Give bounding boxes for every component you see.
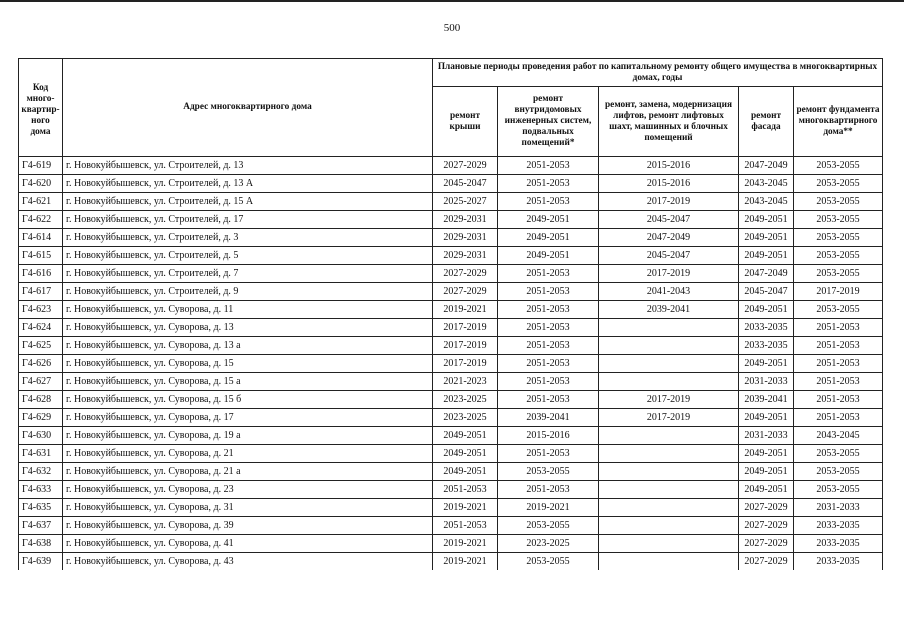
header-engineering: ремонт внутридомовых инженерных систем, подвальных помещений*: [498, 87, 599, 157]
table-row: [19, 445, 883, 463]
cell-address: г. Новокуйбышевск, ул. Суворова, д. 13 а: [63, 337, 433, 355]
cell-address: г. Новокуйбышевск, ул. Суворова, д. 11: [63, 301, 433, 319]
cell-facade: 2047-2049: [739, 265, 794, 283]
cell-elevators: 2047-2049: [599, 229, 739, 247]
cell-address: г. Новокуйбышевск, ул. Суворова, д. 15 а: [63, 373, 433, 391]
cell-code: Г4-628: [19, 391, 63, 409]
cell-engineering: 2049-2051: [498, 229, 599, 247]
cell-elevators: [599, 373, 739, 391]
table-row: [19, 499, 883, 517]
table-row: [19, 463, 883, 481]
cell-facade: 2027-2029: [739, 535, 794, 553]
cell-engineering: 2051-2053: [498, 265, 599, 283]
cell-code: Г4-627: [19, 373, 63, 391]
cell-engineering: 2015-2016: [498, 427, 599, 445]
cell-foundation: 2053-2055: [794, 229, 883, 247]
cell-roof: 2027-2029: [433, 157, 498, 175]
page-number: 500: [443, 22, 461, 34]
table-row: [19, 391, 883, 409]
cell-code: Г4-621: [19, 193, 63, 211]
cell-roof: 2029-2031: [433, 211, 498, 229]
cell-address: г. Новокуйбышевск, ул. Суворова, д. 13: [63, 319, 433, 337]
cell-roof: 2017-2019: [433, 319, 498, 337]
cell-facade: 2033-2035: [739, 337, 794, 355]
cell-foundation: 2053-2055: [794, 193, 883, 211]
cell-engineering: 2049-2051: [498, 247, 599, 265]
cell-foundation: 2051-2053: [794, 355, 883, 373]
cell-engineering: 2049-2051: [498, 211, 599, 229]
cell-engineering: 2019-2021: [498, 499, 599, 517]
cell-facade: 2043-2045: [739, 193, 794, 211]
table-row: [19, 283, 883, 301]
cell-facade: 2049-2051: [739, 409, 794, 427]
cell-engineering: 2051-2053: [498, 283, 599, 301]
cell-address: г. Новокуйбышевск, ул. Суворова, д. 39: [63, 517, 433, 535]
cell-engineering: 2051-2053: [498, 391, 599, 409]
cell-engineering: 2051-2053: [498, 481, 599, 499]
cell-address: г. Новокуйбышевск, ул. Строителей, д. 3: [63, 229, 433, 247]
cell-roof: 2049-2051: [433, 463, 498, 481]
cell-address: г. Новокуйбышевск, ул. Суворова, д. 15 б: [63, 391, 433, 409]
table-body: [19, 157, 883, 571]
cell-roof: 2023-2025: [433, 391, 498, 409]
cell-roof: 2051-2053: [433, 481, 498, 499]
cell-foundation: 2033-2035: [794, 535, 883, 553]
cell-elevators: [599, 517, 739, 535]
table-row: [19, 193, 883, 211]
table-row: [19, 265, 883, 283]
cell-engineering: 2023-2025: [498, 535, 599, 553]
cell-facade: 2031-2033: [739, 373, 794, 391]
cell-code: Г4-623: [19, 301, 63, 319]
cell-roof: 2049-2051: [433, 445, 498, 463]
cell-engineering: 2051-2053: [498, 157, 599, 175]
cell-engineering: 2051-2053: [498, 193, 599, 211]
header-code: Код много-квартир-ного дома: [19, 59, 63, 157]
cell-foundation: 2053-2055: [794, 445, 883, 463]
table-row: [19, 535, 883, 553]
cell-code: Г4-625: [19, 337, 63, 355]
table-row: [19, 319, 883, 337]
cell-engineering: 2053-2055: [498, 463, 599, 481]
cell-elevators: 2017-2019: [599, 409, 739, 427]
cell-foundation: 2051-2053: [794, 391, 883, 409]
table-row: [19, 427, 883, 445]
cell-code: Г4-633: [19, 481, 63, 499]
cell-foundation: 2053-2055: [794, 301, 883, 319]
cell-address: г. Новокуйбышевск, ул. Суворова, д. 15: [63, 355, 433, 373]
cell-foundation: 2053-2055: [794, 211, 883, 229]
cell-foundation: 2033-2035: [794, 553, 883, 571]
table-row: [19, 175, 883, 193]
cell-facade: 2047-2049: [739, 157, 794, 175]
cell-facade: 2031-2033: [739, 427, 794, 445]
cell-roof: 2019-2021: [433, 535, 498, 553]
cell-elevators: 2041-2043: [599, 283, 739, 301]
cell-facade: 2049-2051: [739, 247, 794, 265]
cell-facade: 2033-2035: [739, 319, 794, 337]
cell-code: Г4-619: [19, 157, 63, 175]
header-address: Адрес многоквартирного дома: [63, 59, 433, 157]
capital-repair-table: [18, 58, 883, 570]
cell-roof: 2017-2019: [433, 355, 498, 373]
cell-facade: 2049-2051: [739, 445, 794, 463]
cell-roof: 2027-2029: [433, 265, 498, 283]
table-row: [19, 211, 883, 229]
cell-code: Г4-622: [19, 211, 63, 229]
cell-code: Г4-620: [19, 175, 63, 193]
cell-elevators: 2017-2019: [599, 391, 739, 409]
cell-facade: 2049-2051: [739, 355, 794, 373]
cell-address: г. Новокуйбышевск, ул. Строителей, д. 7: [63, 265, 433, 283]
table-row: [19, 247, 883, 265]
cell-foundation: 2051-2053: [794, 409, 883, 427]
cell-address: г. Новокуйбышевск, ул. Суворова, д. 21 а: [63, 463, 433, 481]
cell-roof: 2027-2029: [433, 283, 498, 301]
cell-roof: 2019-2021: [433, 301, 498, 319]
cell-foundation: 2043-2045: [794, 427, 883, 445]
cell-facade: 2027-2029: [739, 553, 794, 571]
cell-facade: 2049-2051: [739, 463, 794, 481]
cell-code: Г4-635: [19, 499, 63, 517]
cell-roof: 2045-2047: [433, 175, 498, 193]
cell-address: г. Новокуйбышевск, ул. Суворова, д. 41: [63, 535, 433, 553]
cell-facade: 2049-2051: [739, 301, 794, 319]
table-row: [19, 157, 883, 175]
table-row: [19, 337, 883, 355]
cell-elevators: [599, 463, 739, 481]
cell-code: Г4-626: [19, 355, 63, 373]
cell-elevators: 2017-2019: [599, 193, 739, 211]
cell-code: Г4-624: [19, 319, 63, 337]
cell-roof: 2023-2025: [433, 409, 498, 427]
cell-engineering: 2053-2055: [498, 517, 599, 535]
cell-elevators: [599, 355, 739, 373]
cell-foundation: 2053-2055: [794, 481, 883, 499]
table-row: [19, 517, 883, 535]
cell-facade: 2049-2051: [739, 211, 794, 229]
cell-roof: 2025-2027: [433, 193, 498, 211]
cell-facade: 2045-2047: [739, 283, 794, 301]
header-facade: ремонт фасада: [739, 87, 794, 157]
table-row: [19, 481, 883, 499]
cell-engineering: 2051-2053: [498, 445, 599, 463]
cell-engineering: 2039-2041: [498, 409, 599, 427]
cell-roof: 2029-2031: [433, 247, 498, 265]
cell-code: Г4-638: [19, 535, 63, 553]
table-row: [19, 373, 883, 391]
cell-engineering: 2053-2055: [498, 553, 599, 571]
cell-elevators: [599, 427, 739, 445]
cell-roof: 2017-2019: [433, 337, 498, 355]
cell-code: Г4-631: [19, 445, 63, 463]
cell-address: г. Новокуйбышевск, ул. Строителей, д. 15 А: [63, 193, 433, 211]
cell-engineering: 2051-2053: [498, 373, 599, 391]
cell-facade: 2049-2051: [739, 229, 794, 247]
cell-address: г. Новокуйбышевск, ул. Суворова, д. 43: [63, 553, 433, 571]
cell-address: г. Новокуйбышевск, ул. Строителей, д. 9: [63, 283, 433, 301]
cell-foundation: 2051-2053: [794, 337, 883, 355]
cell-elevators: [599, 445, 739, 463]
cell-facade: 2049-2051: [739, 481, 794, 499]
cell-code: Г4-629: [19, 409, 63, 427]
cell-elevators: [599, 499, 739, 517]
cell-facade: 2027-2029: [739, 499, 794, 517]
cell-elevators: 2015-2016: [599, 175, 739, 193]
cell-code: Г4-637: [19, 517, 63, 535]
cell-foundation: 2051-2053: [794, 319, 883, 337]
table-row: [19, 355, 883, 373]
top-rule: [0, 0, 904, 2]
cell-foundation: 2031-2033: [794, 499, 883, 517]
cell-roof: 2021-2023: [433, 373, 498, 391]
cell-foundation: 2053-2055: [794, 463, 883, 481]
cell-foundation: 2053-2055: [794, 157, 883, 175]
cell-code: Г4-615: [19, 247, 63, 265]
header-elevators: ремонт, замена, модернизация лифтов, ремонт лифтовых шахт, машинных и блочных помещений: [599, 87, 739, 157]
table-row: [19, 301, 883, 319]
table-row: [19, 229, 883, 247]
cell-address: г. Новокуйбышевск, ул. Суворова, д. 19 а: [63, 427, 433, 445]
cell-foundation: 2053-2055: [794, 265, 883, 283]
cell-address: г. Новокуйбышевск, ул. Суворова, д. 17: [63, 409, 433, 427]
cell-address: г. Новокуйбышевск, ул. Строителей, д. 17: [63, 211, 433, 229]
cell-address: г. Новокуйбышевск, ул. Суворова, д. 21: [63, 445, 433, 463]
cell-code: Г4-614: [19, 229, 63, 247]
cell-engineering: 2051-2053: [498, 175, 599, 193]
header-roof: ремонт крыши: [433, 87, 498, 157]
cell-engineering: 2051-2053: [498, 301, 599, 319]
header-periods: Плановые периоды проведения работ по капитальному ремонту общего имущества в многоквартирных домах, годы: [433, 59, 883, 87]
cell-roof: 2019-2021: [433, 499, 498, 517]
cell-address: г. Новокуйбышевск, ул. Строителей, д. 13: [63, 157, 433, 175]
cell-code: Г4-632: [19, 463, 63, 481]
cell-code: Г4-617: [19, 283, 63, 301]
table-row: [19, 553, 883, 571]
cell-foundation: 2053-2055: [794, 247, 883, 265]
cell-code: Г4-639: [19, 553, 63, 571]
cell-roof: 2029-2031: [433, 229, 498, 247]
cell-elevators: [599, 481, 739, 499]
cell-address: г. Новокуйбышевск, ул. Строителей, д. 13 А: [63, 175, 433, 193]
cell-code: Г4-616: [19, 265, 63, 283]
cell-elevators: [599, 535, 739, 553]
cell-elevators: [599, 337, 739, 355]
cell-elevators: 2017-2019: [599, 265, 739, 283]
cell-elevators: 2039-2041: [599, 301, 739, 319]
table-row: [19, 409, 883, 427]
cell-engineering: 2051-2053: [498, 337, 599, 355]
cell-engineering: 2051-2053: [498, 319, 599, 337]
cell-elevators: [599, 553, 739, 571]
cell-elevators: [599, 319, 739, 337]
cell-roof: 2049-2051: [433, 427, 498, 445]
cell-facade: 2039-2041: [739, 391, 794, 409]
cell-elevators: 2045-2047: [599, 211, 739, 229]
cell-foundation: 2051-2053: [794, 373, 883, 391]
cell-facade: 2027-2029: [739, 517, 794, 535]
cell-roof: 2051-2053: [433, 517, 498, 535]
cell-foundation: 2017-2019: [794, 283, 883, 301]
cell-foundation: 2033-2035: [794, 517, 883, 535]
cell-elevators: 2045-2047: [599, 247, 739, 265]
cell-address: г. Новокуйбышевск, ул. Суворова, д. 31: [63, 499, 433, 517]
cell-elevators: 2015-2016: [599, 157, 739, 175]
cell-code: Г4-630: [19, 427, 63, 445]
cell-address: г. Новокуйбышевск, ул. Суворова, д. 23: [63, 481, 433, 499]
cell-engineering: 2051-2053: [498, 355, 599, 373]
cell-address: г. Новокуйбышевск, ул. Строителей, д. 5: [63, 247, 433, 265]
cell-facade: 2043-2045: [739, 175, 794, 193]
header-foundation: ремонт фундамента многоквартирного дома**: [794, 87, 883, 157]
cell-roof: 2019-2021: [433, 553, 498, 571]
cell-foundation: 2053-2055: [794, 175, 883, 193]
